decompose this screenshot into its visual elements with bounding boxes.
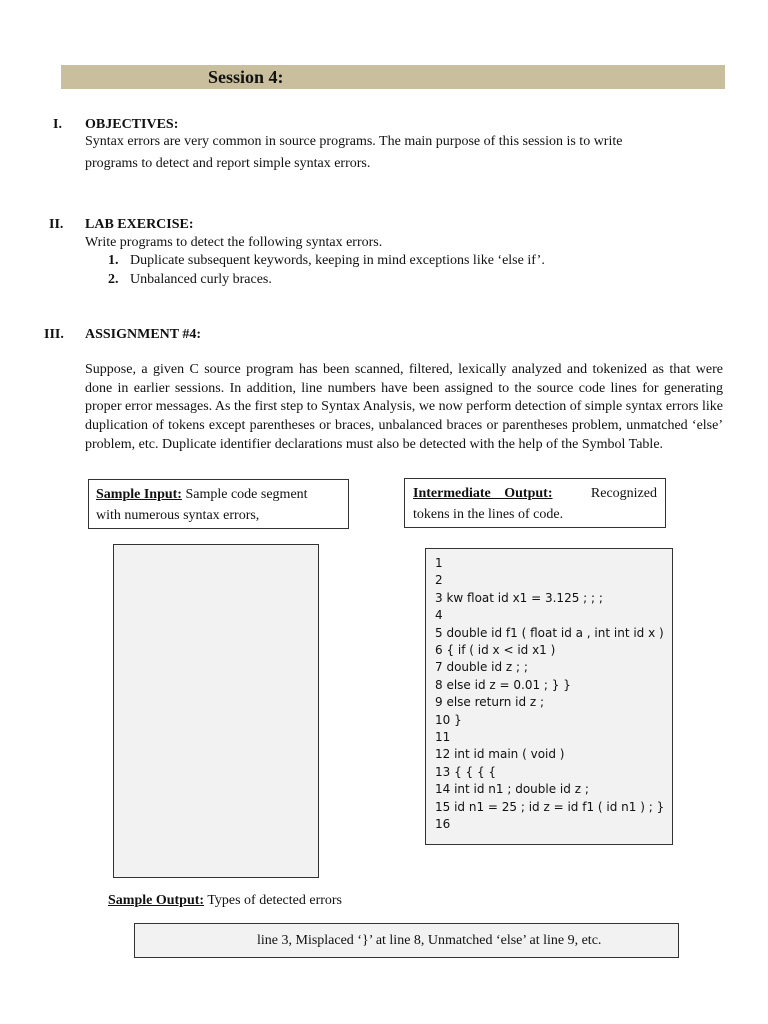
section-3-numeral: III. xyxy=(44,327,64,342)
list-item-number: 2. xyxy=(108,272,119,287)
session-title: Session 4: xyxy=(208,67,284,87)
intermediate-output-label: Intermediate Output: xyxy=(413,486,553,501)
section-2-numeral: II. xyxy=(49,217,64,232)
objectives-text-line1: Syntax errors are very common in source programs. The main purpose of this session is to write xyxy=(85,134,623,149)
token-line: 9 else return id z ; xyxy=(435,695,545,710)
sample-output-label: Sample Output: xyxy=(108,893,205,908)
sample-input-box xyxy=(88,479,349,529)
intermediate-output-line1 xyxy=(413,483,657,504)
intermediate-output-text: Recognized xyxy=(590,486,657,501)
list-item xyxy=(108,270,272,289)
sample-input-text: Sample code segment xyxy=(181,487,308,502)
intermediate-output-line2: tokens in the lines of code. xyxy=(413,507,564,522)
token-line: 5 double id f1 ( float id a , int int id x ) xyxy=(435,625,664,640)
token-line: 15 id n1 = 25 ; id z = id f1 ( id n1 ) ; } xyxy=(435,799,665,814)
section-1-numeral: I. xyxy=(53,117,62,132)
sample-output-box xyxy=(134,923,679,958)
list-item-number: 1. xyxy=(108,253,119,268)
sample-output-heading xyxy=(108,892,342,910)
assignment-paragraph: Suppose, a given C source program has been scanned, filtered, lexically analyzed and tokenized as that were done in earlier sessions. In addition, line numbers have been assigned to the source code lines for generating proper error messages. As the first step to Syntax Analysis, we now perform detection of simple syntax errors like duplication of tokens except parentheses or braces, unbalanced braces or parentheses problem, unmatched ‘else’ problem, etc. Duplicate identifier declarations must also be detected with the help of the Symbol Table. xyxy=(85,362,723,452)
objectives-text-line2: programs to detect and report simple syntax errors. xyxy=(85,156,371,171)
token-line: 6 { if ( id x < id x1 ) xyxy=(435,643,556,658)
section-1-heading: OBJECTIVES: xyxy=(85,117,179,132)
sample-output-text: Types of detected errors xyxy=(204,893,343,908)
sample-input-line1 xyxy=(96,484,348,505)
token-line: 1 xyxy=(435,556,443,570)
sample-input-line2: with numerous syntax errors, xyxy=(96,508,260,523)
list-item-text: Duplicate subsequent keywords, keeping in mind exceptions like ‘else if’. xyxy=(130,253,545,268)
token-line: 16 xyxy=(435,817,451,832)
token-line: 12 int id main ( void ) xyxy=(435,747,565,762)
session-title-bar xyxy=(61,65,725,89)
token-line: 10 } xyxy=(435,712,462,727)
token-line: 4 xyxy=(435,608,443,623)
section-3-heading: ASSIGNMENT #4: xyxy=(85,327,202,342)
token-line: 8 else id z = 0.01 ; } } xyxy=(435,677,571,692)
sample-input-code-box xyxy=(113,544,319,878)
list-item-text: Unbalanced curly braces. xyxy=(130,272,272,287)
token-output-box xyxy=(425,548,673,845)
token-line: 13 { { { { xyxy=(435,764,497,779)
sample-input-label: Sample Input: xyxy=(96,487,182,502)
token-line: 14 int id n1 ; double id z ; xyxy=(435,782,589,797)
intermediate-output-box xyxy=(404,478,666,528)
token-line: 11 xyxy=(435,730,451,745)
list-item xyxy=(108,251,545,270)
sample-output-result: line 3, Misplaced ‘}’ at line 8, Unmatched ‘else’ at line 9, etc. xyxy=(257,933,602,948)
token-line: 7 double id z ; ; xyxy=(435,660,528,675)
lab-exercise-intro: Write programs to detect the following syntax errors. xyxy=(85,235,383,250)
token-line: 3 kw float id x1 = 3.125 ; ; ; xyxy=(435,590,603,605)
token-line: 2 xyxy=(435,573,443,588)
section-2-heading: LAB EXERCISE: xyxy=(85,217,194,232)
